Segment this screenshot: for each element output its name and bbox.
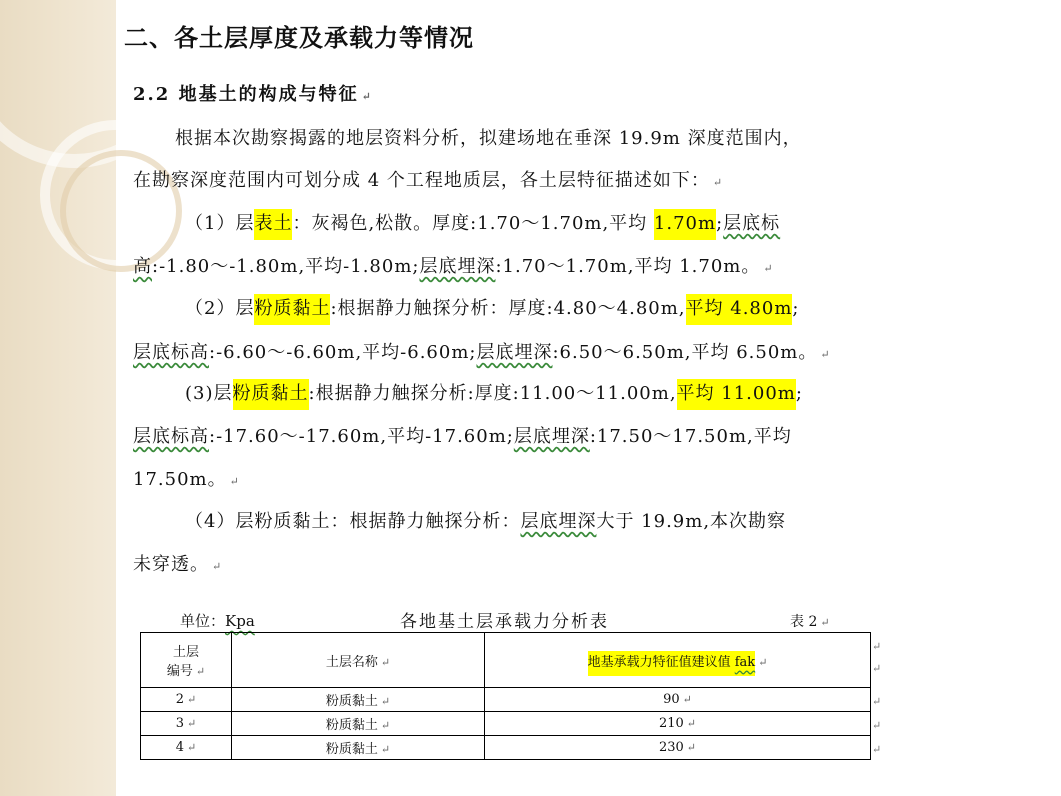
cell-layer-name: 粉质黏土 ↵: [232, 688, 485, 712]
slide-title: 二、各土层厚度及承载力等情况: [124, 23, 474, 52]
row-end-mark: ↵: [872, 695, 882, 708]
table-row: [141, 688, 871, 712]
cell-layer-id: 4 ↵: [141, 736, 232, 760]
cell-fak-value: 90 ↵: [485, 688, 871, 712]
layer2-name-highlight: 粉质黏土: [254, 294, 330, 325]
cell-layer-id: 2 ↵: [141, 688, 232, 712]
layer3-line-3: 17.50m。 ↵: [133, 469, 240, 490]
layer3-line-2: 层底标高:-17.60～-17.60m,平均-17.60m;层底埋深:17.50～17.50m,平均: [133, 426, 792, 447]
header-layer-number: 土层 编号 ↵: [141, 633, 232, 688]
intro-line-2: 在勘察深度范围内可划分成 4 个工程地质层，各土层特征描述如下： ↵: [133, 170, 724, 191]
layer1-avg-highlight: 1.70m: [654, 209, 716, 240]
layer1-line-1: （1）层表土：灰褐色,松散。厚度:1.70～1.70m,平均 1.70m;层底标: [185, 209, 780, 235]
table-unit-label: 单位：Kpa: [180, 612, 255, 630]
layer1-name-highlight: 表土: [254, 209, 292, 240]
cell-layer-name: 粉质黏土 ↵: [232, 712, 485, 736]
left-decorative-band: [0, 0, 116, 796]
bearing-capacity-table: [140, 632, 871, 760]
row-end-mark: ↵: [872, 719, 882, 732]
layer2-line-2: 层底标高:-6.60～-6.60m,平均-6.60m;层底埋深:6.50～6.50m,平均 6.50m。 ↵: [133, 342, 831, 363]
layer1-line-2: 高:-1.80～-1.80m,平均-1.80m;层底埋深:1.70～1.70m,平均 1.70m。 ↵: [133, 256, 774, 277]
cell-layer-id: 3 ↵: [141, 712, 232, 736]
row-end-mark: ↵: [872, 743, 882, 756]
layer3-line-1: (3)层粉质黏土:根据静力触探分析:厚度:11.00～11.00m,平均 11.00m;: [185, 379, 803, 405]
layer4-line-2: 未穿透。 ↵: [133, 554, 223, 575]
intro-line-1: 根据本次勘察揭露的地层资料分析，拟建场地在垂深 19.9m 深度范围内，: [175, 128, 802, 149]
table-header-row: [141, 633, 871, 688]
header-layer-name: 土层名称 ↵: [232, 633, 485, 688]
cell-layer-name: 粉质黏土 ↵: [232, 736, 485, 760]
layer3-name-highlight: 粉质黏土: [233, 379, 309, 410]
table-number: 表 2 ↵: [790, 614, 830, 630]
layer2-line-1: （2）层粉质黏土:根据静力触探分析：厚度:4.80～4.80m,平均 4.80m;: [185, 294, 799, 320]
section-heading: 2.2 地基土的构成与特征 ↵: [133, 84, 373, 105]
layer2-avg-highlight: 平均 4.80m: [686, 294, 793, 325]
cell-fak-value: 210 ↵: [485, 712, 871, 736]
table-row: [141, 712, 871, 736]
table-caption: 各地基土层承载力分析表: [400, 612, 609, 632]
row-end-mark: ↵: [872, 640, 882, 653]
table-row: [141, 736, 871, 760]
layer3-avg-highlight: 平均 11.00m: [677, 379, 796, 410]
cell-fak-value: 230 ↵: [485, 736, 871, 760]
layer4-line-1: （4）层粉质黏土：根据静力触探分析：层底埋深大于 19.9m,本次勘察: [185, 511, 787, 532]
row-end-mark: ↵: [872, 662, 882, 675]
header-fak: 地基承载力特征值建议值 fak ↵: [485, 633, 871, 688]
